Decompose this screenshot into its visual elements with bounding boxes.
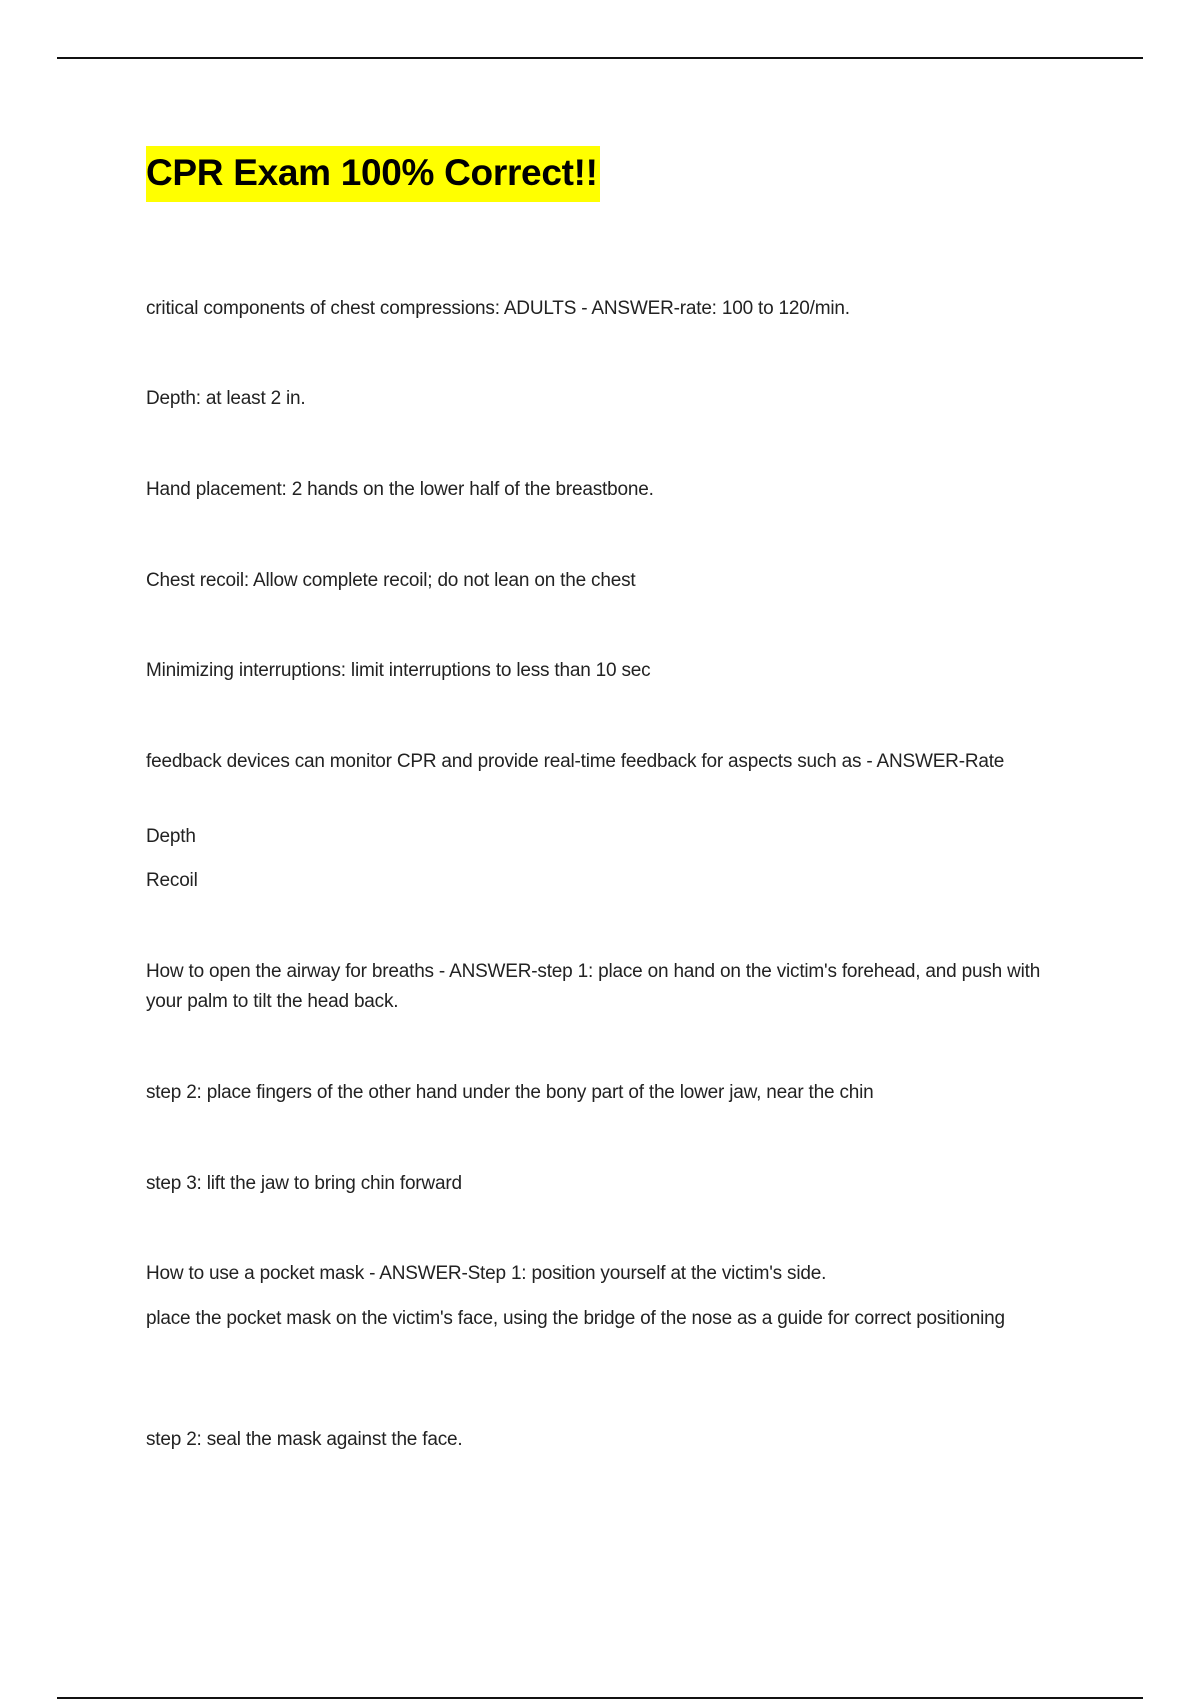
paragraph-minimizing-interruptions: Minimizing interruptions: limit interruptions to less than 10 sec bbox=[146, 660, 651, 681]
paragraph-mask-seal: step 2: seal the mask against the face. bbox=[146, 1429, 463, 1450]
paragraph-feedback-devices: feedback devices can monitor CPR and provide real-time feedback for aspects such as - ANSWER-Rate bbox=[146, 751, 1005, 772]
top-rule bbox=[57, 57, 1143, 59]
paragraph-depth-item: Depth bbox=[146, 826, 196, 847]
paragraph-depth: Depth: at least 2 in. bbox=[146, 388, 306, 409]
bottom-rule bbox=[57, 1697, 1143, 1699]
paragraph-pocket-mask: How to use a pocket mask - ANSWER-Step 1: position yourself at the victim's side. bbox=[146, 1263, 827, 1284]
paragraph-recoil-item: Recoil bbox=[146, 870, 198, 891]
paragraph-chest-recoil: Chest recoil: Allow complete recoil; do not lean on the chest bbox=[146, 570, 636, 591]
document-title: CPR Exam 100% Correct!! bbox=[146, 146, 600, 202]
paragraph-airway-step-2: step 2: place fingers of the other hand under the bony part of the lower jaw, near the chin bbox=[146, 1082, 874, 1103]
paragraph-hand-placement: Hand placement: 2 hands on the lower half of the breastbone. bbox=[146, 479, 654, 500]
paragraph-open-airway: How to open the airway for breaths - ANSWER-step 1: place on hand on the victim's forehead, and push with your palm to tilt the head back. bbox=[146, 961, 1041, 1012]
paragraph-chest-compressions: critical components of chest compressions: ADULTS - ANSWER-rate: 100 to 120/min. bbox=[146, 298, 850, 319]
paragraph-airway-step-3: step 3: lift the jaw to bring chin forward bbox=[146, 1173, 462, 1194]
paragraph-mask-placement: place the pocket mask on the victim's face, using the bridge of the nose as a guide for correct positioning bbox=[146, 1308, 1005, 1329]
